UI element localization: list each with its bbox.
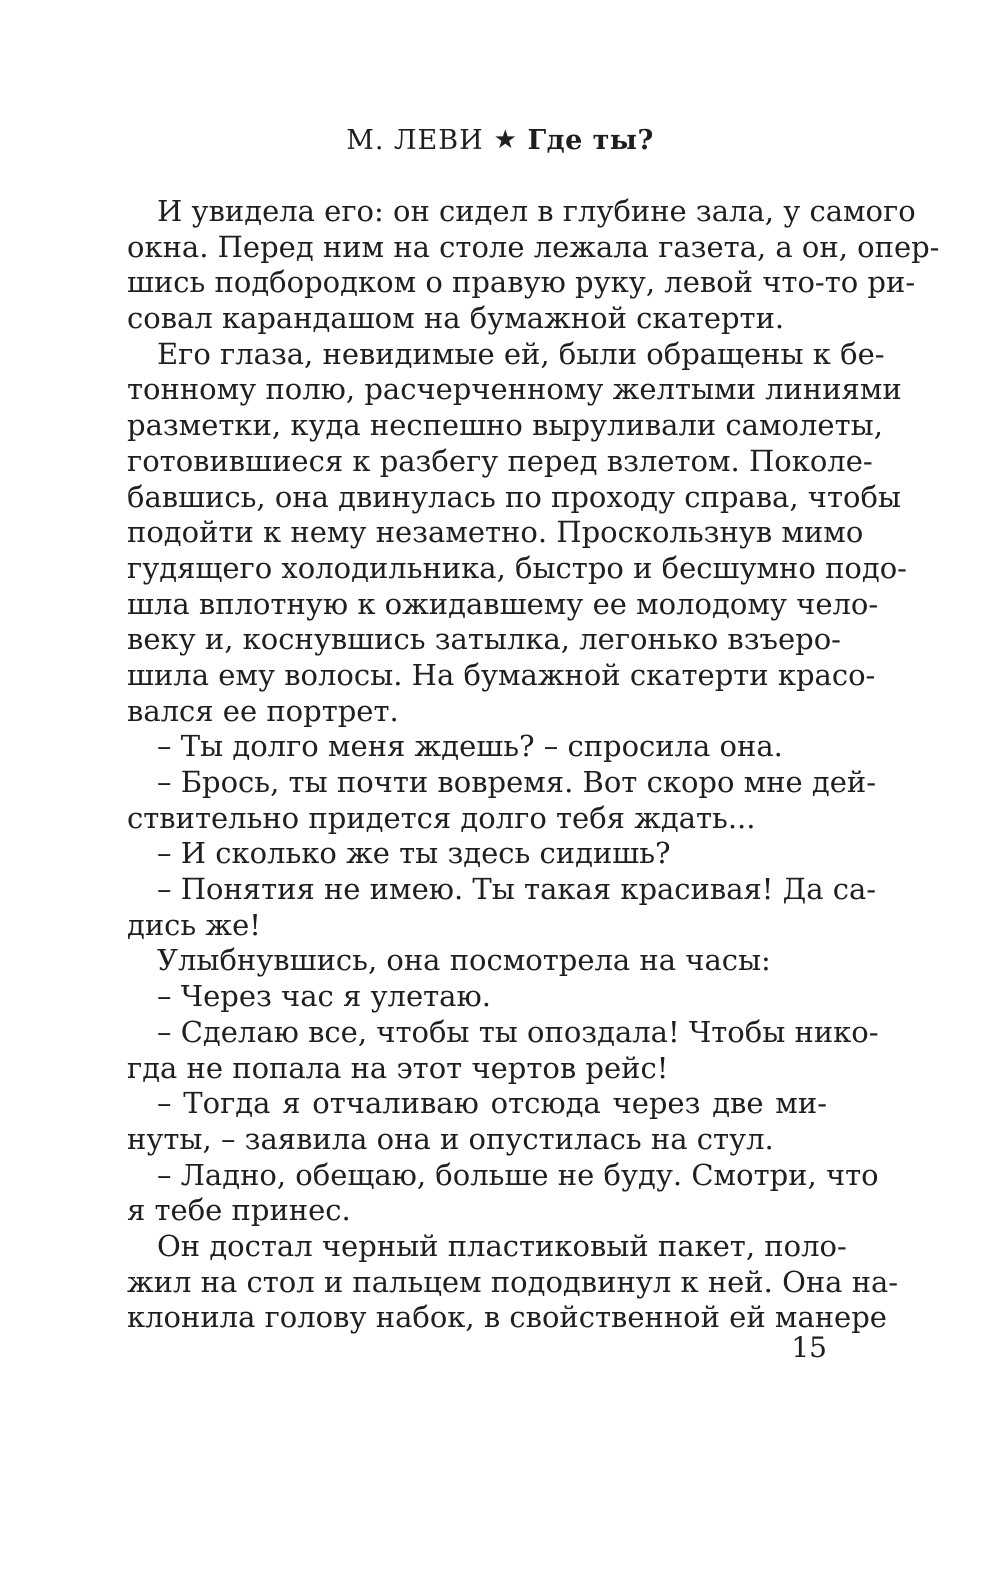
text-line: подойти к нему незаметно. Проскользнув мимо — [127, 515, 864, 550]
header-author: М. ЛЕВИ — [346, 125, 484, 156]
text-line: тонному полю, расчерченному желтыми линиями — [127, 372, 902, 407]
text-line: – Сделаю все, чтобы ты опоздала! Чтобы нико- — [157, 1014, 879, 1049]
text-line: шись подбородком о правую руку, левой что-то ри- — [127, 265, 916, 300]
running-header — [0, 124, 1000, 158]
page-number: 15 — [791, 1331, 827, 1364]
text-line: Он достал черный пластиковый пакет, поло- — [157, 1228, 847, 1263]
text-line: – Через час я улетаю. — [157, 979, 491, 1014]
text-line: вался ее портрет. — [127, 693, 399, 728]
text-line: – Тогда я отчаливаю отсюда через две ми- — [157, 1086, 827, 1121]
text-line: гудящего холодильника, быстро и бесшумно подо- — [127, 550, 907, 585]
text-line: Его глаза, невидимые ей, были обращены к бе- — [157, 336, 885, 371]
text-line: шла вплотную к ожидавшему ее молодому чело- — [127, 586, 879, 621]
text-line: шила ему волосы. На бумажной скатерти красо- — [127, 657, 876, 692]
text-line: – Брось, ты почти вовремя. Вот скоро мне дей- — [157, 765, 877, 799]
text-line: готовившиеся к разбегу перед взлетом. Поколе- — [127, 443, 873, 478]
text-line: нуты, – заявила она и опустилась на стул. — [127, 1121, 774, 1156]
header-title: Где ты? — [527, 125, 654, 156]
text-line: веку и, коснувшись затылка, легонько взъеро- — [127, 622, 841, 657]
text-line: я тебе принес. — [127, 1193, 351, 1228]
text-line: разметки, куда неспешно выруливали самолеты, — [127, 408, 883, 443]
text-line: – Ты долго меня ждешь? – спросила она. — [157, 729, 783, 764]
text-line: Улыбнувшись, она посмотрела на часы: — [157, 943, 771, 978]
text-line: гда не попала на этот чертов рейс! — [127, 1050, 669, 1085]
text-line: И увидела его: он сидел в глубине зала, у самого — [157, 194, 916, 228]
text-line: – Понятия не имею. Ты такая красивая! Да са- — [157, 872, 877, 907]
body-text — [127, 194, 940, 1336]
text-line: дись же! — [127, 907, 261, 942]
text-line: – Ладно, обещаю, больше не буду. Смотри, что — [157, 1157, 879, 1192]
text-line: совал карандашом на бумажной скатерти. — [127, 301, 785, 336]
text-line: окна. Перед ним на столе лежала газета, а он, опер- — [127, 229, 940, 264]
text-line: – И сколько же ты здесь сидишь? — [157, 836, 671, 871]
text-line: жил на стол и пальцем пододвинул к ней. Она на- — [127, 1264, 899, 1299]
text-line: бавшись, она двинулась по проходу справа, чтобы — [127, 479, 901, 514]
text-line: клонила голову набок, в свойственной ей манере — [127, 1300, 887, 1335]
star-icon: ★ — [493, 125, 518, 155]
text-line: ствительно придется долго тебя ждать... — [127, 800, 756, 835]
